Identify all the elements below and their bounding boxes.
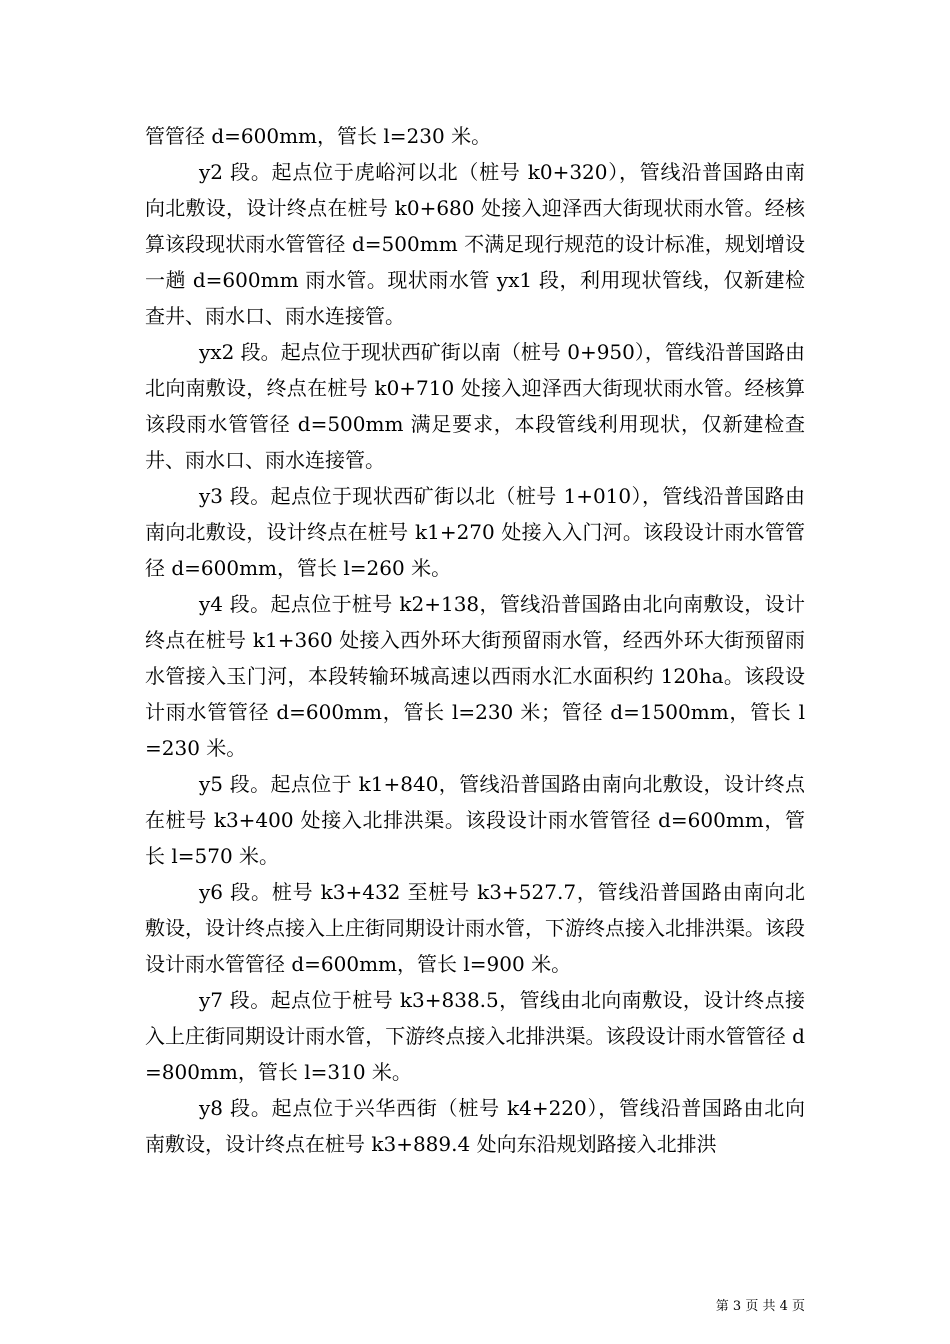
paragraph-y3: y3 段。起点位于现状西矿街以北（桩号 1+010），管线沿普国路由南向北敷设，设计终点在桩号 k1+270 处接入入门河。该段设计雨水管管径 d=600mm，管长 l=260 米。 [145, 484, 805, 580]
paragraph-y4: y4 段。起点位于桩号 k2+138，管线沿普国路由北向南敷设，设计终点在桩号 k1+360 处接入西外环大街预留雨水管，经西外环大街预留雨水管接入玉门河，本段转输环城高速以西雨水汇水面积约 120ha。该段设计雨水管管径 d=600mm，管长 l=230 米；管径 d=1500mm，管长 l=230 米。 [145, 592, 805, 760]
paragraph-yx2: yx2 段。起点位于现状西矿街以南（桩号 0+950），管线沿普国路由北向南敷设，终点在桩号 k0+710 处接入迎泽西大街现状雨水管。经核算该段雨水管管径 d=500mm 满足要求，本段管线利用现状，仅新建检查井、雨水口、雨水连接管。 [145, 340, 805, 472]
document-body [145, 118, 805, 1162]
paragraph-y8: y8 段。起点位于兴华西街（桩号 k4+220），管线沿普国路由北向南敷设，设计终点在桩号 k3+889.4 处向东沿规划路接入北排洪 [145, 1096, 805, 1156]
paragraph-continuation: 管管径 d=600mm，管长 l=230 米。 [145, 124, 492, 148]
paragraph-y5: y5 段。起点位于 k1+840，管线沿普国路由南向北敷设，设计终点在桩号 k3+400 处接入北排洪渠。该段设计雨水管管径 d=600mm，管长 l=570 米。 [145, 772, 805, 868]
page-number-footer: 第 3 页 共 4 页 [715, 1299, 805, 1314]
paragraph-y7: y7 段。起点位于桩号 k3+838.5，管线由北向南敷设，设计终点接入上庄街同期设计雨水管，下游终点接入北排洪渠。该段设计雨水管管径 d=800mm，管长 l=310 米。 [145, 988, 805, 1084]
paragraph-y6: y6 段。桩号 k3+432 至桩号 k3+527.7，管线沿普国路由南向北敷设，设计终点接入上庄街同期设计雨水管，下游终点接入北排洪渠。该段设计雨水管管径 d=600mm，管长 l=900 米。 [145, 880, 805, 976]
paragraph-y2: y2 段。起点位于虎峪河以北（桩号 k0+320），管线沿普国路由南向北敷设，设计终点在桩号 k0+680 处接入迎泽西大街现状雨水管。经核算该段现状雨水管管径 d=500mm 不满足现行规范的设计标准，规划增设一趟 d=600mm 雨水管。现状雨水管 yx1 段，利用现状管线，仅新建检查井、雨水口、雨水连接管。 [145, 160, 805, 328]
